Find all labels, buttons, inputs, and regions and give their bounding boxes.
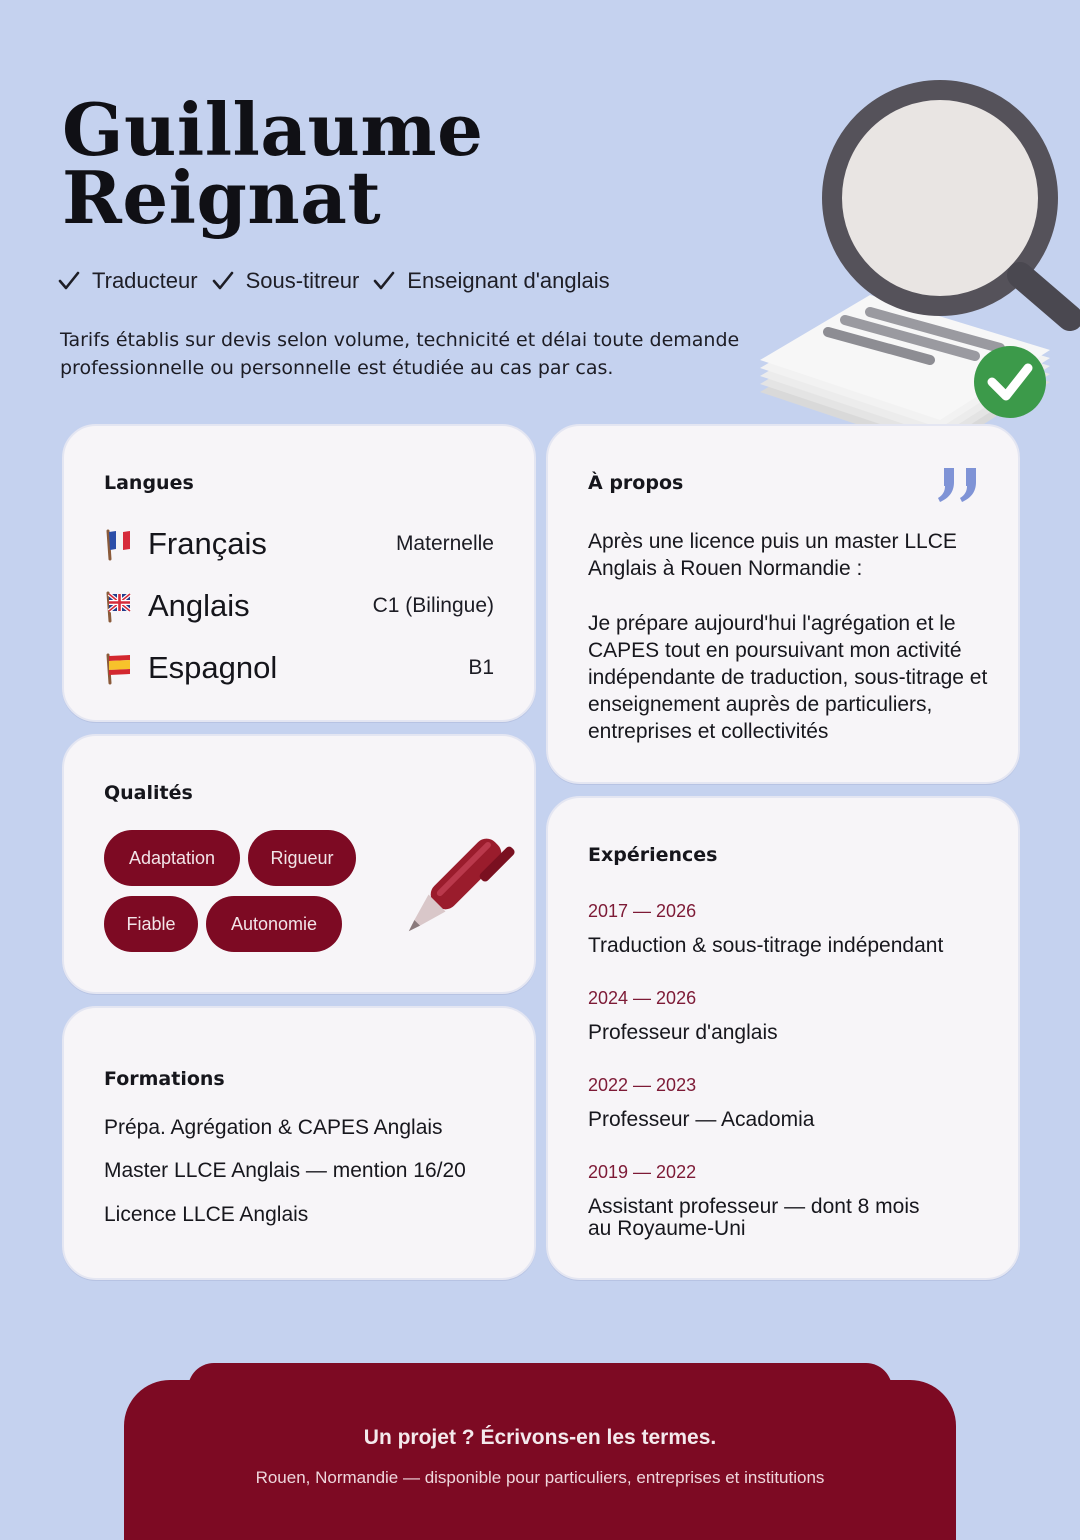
footer-subtitle: Rouen, Normandie — disponible pour particuliers, entreprises et institutions <box>255 1468 825 1487</box>
quality-chip: Autonomie <box>206 896 342 952</box>
flag-uk-icon <box>104 589 134 623</box>
about-title: À propos <box>588 472 684 494</box>
first-name: Guillaume <box>62 87 484 172</box>
language-level: Maternelle <box>395 532 494 555</box>
quote-icon <box>936 464 984 504</box>
role-label: Enseignant d'anglais <box>407 268 610 293</box>
qualities-title: Qualités <box>104 782 193 804</box>
quality-chip: Fiable <box>104 896 198 952</box>
language-row <box>104 524 494 564</box>
qualities-card <box>62 734 536 994</box>
experience-years: 2019 — 2022 <box>588 1162 697 1182</box>
footer-banner <box>124 1380 956 1540</box>
education-item: Licence LLCE Anglais <box>104 1203 309 1226</box>
language-name: Français <box>148 526 267 561</box>
about-paragraph: Après une licence puis un master LLCE Anglais à Rouen Normandie : <box>588 530 957 580</box>
language-level: C1 (Bilingue) <box>372 594 494 617</box>
quality-chip: Rigueur <box>248 830 356 886</box>
experience-card <box>546 796 1020 1280</box>
education-title: Formations <box>104 1068 225 1090</box>
flag-spain-icon <box>104 651 134 685</box>
check-icon <box>373 271 395 291</box>
tagline: Tarifs établis sur devis selon volume, technicité et délai toute demande professionnelle ou personnelle est étudiée au cas par cas. <box>60 329 740 379</box>
roles-list <box>58 268 624 294</box>
flag-france-icon <box>104 527 134 561</box>
role-item <box>373 268 609 294</box>
experience-years: 2017 — 2026 <box>588 901 697 921</box>
languages-card <box>62 424 536 722</box>
education-item: Master LLCE Anglais — mention 16/20 <box>104 1159 466 1182</box>
role-item <box>212 268 360 294</box>
about-card <box>546 424 1020 784</box>
language-name: Anglais <box>148 588 250 623</box>
role-item <box>58 268 198 294</box>
education-card <box>62 1006 536 1280</box>
experience-years: 2022 — 2023 <box>588 1075 697 1095</box>
magnifier-documents-check-icon <box>720 70 1080 470</box>
about-paragraph: Je prépare aujourd'hui l'agrégation et le CAPES tout en poursuivant mon activité indépendante de traduction, sous-titrage et enseignement auprès de particuliers, entreprises et collectivités <box>588 612 988 743</box>
quality-chip: Adaptation <box>104 830 240 886</box>
language-level: B1 <box>468 656 494 679</box>
language-row <box>104 648 494 688</box>
experience-role: Traduction & sous-titrage indépendant <box>588 934 944 957</box>
language-name: Espagnol <box>148 650 278 685</box>
experience-role: Professeur — Acadomia <box>588 1108 815 1131</box>
check-icon <box>58 271 80 291</box>
role-label: Sous-titreur <box>245 268 360 293</box>
experience-role: Professeur d'anglais <box>588 1021 778 1044</box>
full-name <box>62 87 484 240</box>
role-label: Traducteur <box>92 268 198 293</box>
footer-title: Un projet ? Écrivons-en les termes. <box>363 1426 717 1449</box>
check-icon <box>212 271 234 291</box>
experience-role: Assistant professeur — dont 8 mois au Royaume-Uni <box>588 1195 920 1240</box>
language-row <box>104 586 494 626</box>
experience-title: Expériences <box>588 844 718 866</box>
last-name: Reignat <box>62 155 382 240</box>
experience-years: 2024 — 2026 <box>588 988 697 1008</box>
education-item: Prépa. Agrégation & CAPES Anglais <box>104 1116 443 1139</box>
pen-icon <box>384 816 524 956</box>
languages-title: Langues <box>104 472 194 494</box>
